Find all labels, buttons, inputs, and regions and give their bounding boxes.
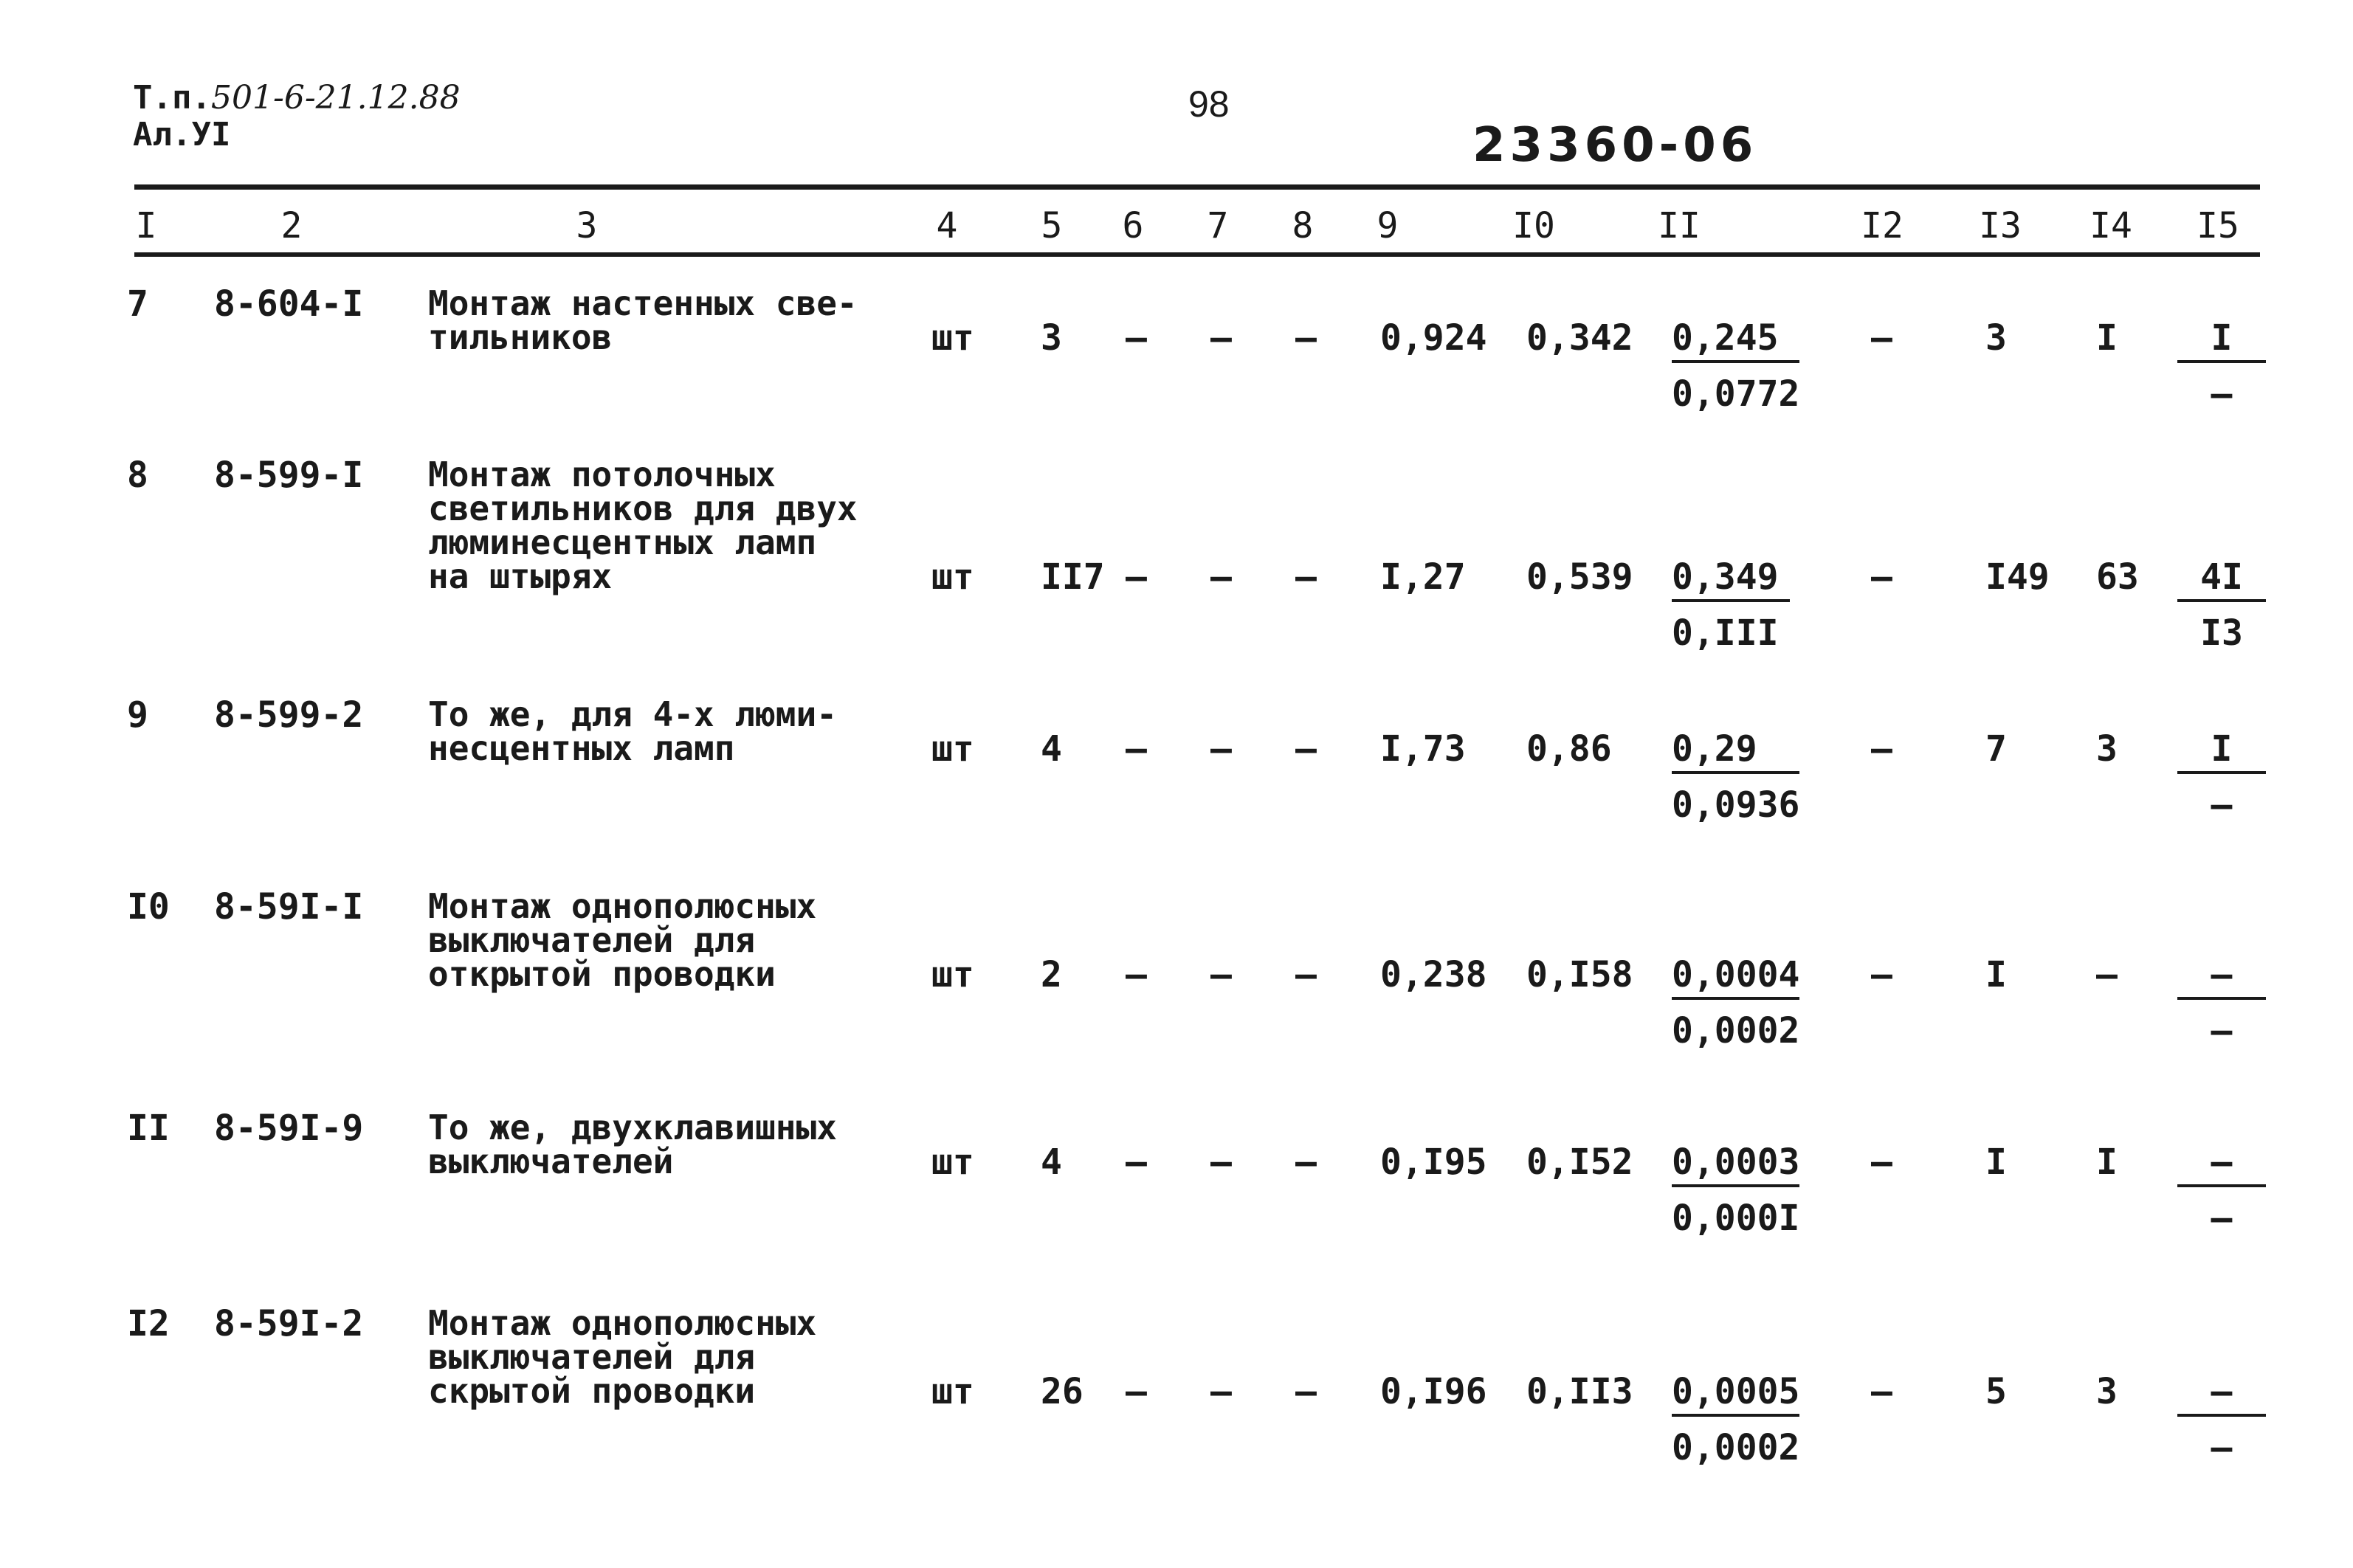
table-top-rule: [134, 184, 2260, 190]
col-9-value: I,27: [1380, 556, 1466, 598]
col-12-value: –: [1871, 954, 1892, 995]
unit: шт: [931, 317, 974, 359]
unit: шт: [931, 954, 974, 995]
work-description: Монтаж однополюсных выключателей для скрытой проводки: [428, 1303, 817, 1411]
col-13-value: I: [1985, 954, 2007, 995]
col-11-fraction: [1672, 728, 1800, 826]
col-7-value: –: [1210, 1371, 1232, 1412]
col-13-value: 7: [1985, 728, 2007, 770]
col-10-value: 0,II3: [1526, 1371, 1633, 1412]
col-12-value: –: [1871, 556, 1892, 598]
price-code: 8-59I-2: [214, 1303, 364, 1344]
unit: шт: [931, 1371, 974, 1412]
col-11-denominator: 0,0002: [1672, 1427, 1800, 1468]
quantity: 4: [1041, 1142, 1062, 1183]
page-number: 98: [1188, 83, 1230, 125]
quantity: II7: [1041, 556, 1105, 598]
column-header: I: [135, 205, 157, 246]
col-11-denominator: 0,0936: [1672, 784, 1800, 826]
row-number: II: [127, 1108, 170, 1149]
col-8-value: –: [1295, 1142, 1317, 1183]
col-12-value: –: [1871, 1142, 1892, 1183]
col-10-value: 0,I58: [1526, 954, 1633, 995]
col-9-value: 0,I96: [1380, 1371, 1487, 1412]
col-7-value: –: [1210, 728, 1232, 770]
col-15-denominator: –: [2211, 784, 2233, 826]
row-number: 7: [127, 283, 148, 325]
col-6-value: –: [1126, 1142, 1147, 1183]
tp-number: 501-6-21.12.88: [210, 79, 461, 117]
row-number: I2: [127, 1303, 170, 1344]
table-header-rule: [134, 252, 2260, 257]
unit: шт: [931, 1142, 974, 1183]
column-header: 2: [280, 205, 303, 246]
unit: шт: [931, 728, 974, 770]
work-description: То же, для 4-х люми- несцентных ламп: [428, 694, 837, 768]
work-description: Монтаж настенных све- тильников: [428, 283, 858, 357]
col-9-value: I,73: [1380, 728, 1466, 770]
col-12-value: –: [1871, 728, 1892, 770]
col-10-value: 0,342: [1526, 317, 1633, 359]
column-header: I2: [1861, 205, 1904, 246]
col-9-value: 0,924: [1380, 317, 1487, 359]
quantity: 2: [1041, 954, 1062, 995]
quantity: 26: [1041, 1371, 1084, 1412]
price-code: 8-59I-I: [214, 886, 364, 928]
col-15-numerator: –: [2177, 1374, 2266, 1417]
price-code: 8-59I-9: [214, 1108, 364, 1149]
col-15-fraction: [2177, 1371, 2266, 1468]
col-15-numerator: –: [2177, 957, 2266, 1000]
col-8-value: –: [1295, 954, 1317, 995]
col-7-value: –: [1210, 317, 1232, 359]
album-label: Ал.УI: [133, 116, 231, 153]
column-header: 5: [1041, 205, 1063, 246]
column-header: I5: [2197, 205, 2239, 246]
column-header: 8: [1292, 205, 1314, 246]
col-15-numerator: I: [2177, 731, 2266, 774]
col-8-value: –: [1295, 728, 1317, 770]
col-10-value: 0,I52: [1526, 1142, 1633, 1183]
col-7-value: –: [1210, 954, 1232, 995]
col-11-denominator: 0,0002: [1672, 1010, 1800, 1051]
col-15-fraction: [2177, 556, 2266, 654]
col-11-numerator: 0,29: [1672, 731, 1799, 774]
price-code: 8-604-I: [214, 283, 364, 325]
col-15-denominator: –: [2211, 1198, 2233, 1239]
col-11-numerator: 0,349: [1672, 559, 1790, 602]
col-6-value: –: [1126, 954, 1147, 995]
col-11-fraction: [1672, 556, 1790, 654]
column-header: I0: [1512, 205, 1555, 246]
col-13-value: 5: [1985, 1371, 2007, 1412]
col-11-fraction: [1672, 1142, 1800, 1239]
col-15-denominator: I3: [2200, 612, 2243, 654]
col-14-value: I: [2096, 317, 2118, 359]
col-15-numerator: –: [2177, 1144, 2266, 1187]
col-13-value: I49: [1985, 556, 2050, 598]
col-7-value: –: [1210, 556, 1232, 598]
col-8-value: –: [1295, 1371, 1317, 1412]
col-11-numerator: 0,0003: [1672, 1144, 1799, 1187]
col-15-fraction: [2177, 728, 2266, 826]
row-number: 9: [127, 694, 148, 736]
tp-prefix: Т.п.: [133, 79, 211, 117]
col-11-denominator: 0,0772: [1672, 373, 1800, 415]
col-15-denominator: –: [2211, 1427, 2233, 1468]
col-11-fraction: [1672, 954, 1800, 1051]
col-15-numerator: I: [2177, 320, 2266, 363]
col-14-value: I: [2096, 1142, 2118, 1183]
col-11-numerator: 0,245: [1672, 320, 1799, 363]
col-15-denominator: –: [2211, 1010, 2233, 1051]
column-header: I4: [2090, 205, 2132, 246]
col-9-value: 0,238: [1380, 954, 1487, 995]
col-11-numerator: 0,0005: [1672, 1374, 1799, 1417]
col-8-value: –: [1295, 556, 1317, 598]
column-header: II: [1658, 205, 1701, 246]
col-10-value: 0,539: [1526, 556, 1633, 598]
col-13-value: I: [1985, 1142, 2007, 1183]
col-12-value: –: [1871, 1371, 1892, 1412]
col-15-fraction: [2177, 954, 2266, 1051]
col-11-fraction: [1672, 317, 1800, 415]
col-15-fraction: [2177, 1142, 2266, 1239]
col-11-denominator: 0,000I: [1672, 1198, 1800, 1239]
row-number: 8: [127, 455, 148, 496]
column-header: 6: [1122, 205, 1144, 246]
work-description: Монтаж потолочных светильников для двух люминесцентных ламп на штырях: [428, 455, 858, 596]
column-header: 9: [1377, 205, 1399, 246]
col-14-value: 3: [2096, 1371, 2118, 1412]
col-11-numerator: 0,0004: [1672, 957, 1799, 1000]
col-6-value: –: [1126, 728, 1147, 770]
row-number: I0: [127, 886, 170, 928]
quantity: 3: [1041, 317, 1062, 359]
col-13-value: 3: [1985, 317, 2007, 359]
column-header: 4: [936, 205, 958, 246]
col-15-numerator: 4I: [2177, 559, 2266, 602]
col-6-value: –: [1126, 1371, 1147, 1412]
col-15-fraction: [2177, 317, 2266, 415]
col-12-value: –: [1871, 317, 1892, 359]
col-14-value: –: [2096, 954, 2118, 995]
col-11-fraction: [1672, 1371, 1800, 1468]
price-code: 8-599-2: [214, 694, 364, 736]
col-6-value: –: [1126, 556, 1147, 598]
column-header: 7: [1207, 205, 1229, 246]
document-code: 23360-06: [1472, 118, 1758, 173]
col-11-denominator: 0,III: [1672, 612, 1779, 654]
unit: шт: [931, 556, 974, 598]
document-header-left: [133, 80, 461, 153]
col-10-value: 0,86: [1526, 728, 1612, 770]
col-8-value: –: [1295, 317, 1317, 359]
work-description: Монтаж однополюсных выключателей для открытой проводки: [428, 886, 817, 994]
col-14-value: 3: [2096, 728, 2118, 770]
col-9-value: 0,I95: [1380, 1142, 1487, 1183]
column-header: I3: [1979, 205, 2022, 246]
col-15-denominator: –: [2211, 373, 2233, 415]
price-code: 8-599-I: [214, 455, 364, 496]
col-14-value: 63: [2096, 556, 2139, 598]
column-header: 3: [576, 205, 598, 246]
col-6-value: –: [1126, 317, 1147, 359]
col-7-value: –: [1210, 1142, 1232, 1183]
quantity: 4: [1041, 728, 1062, 770]
work-description: То же, двухклавишных выключателей: [428, 1108, 837, 1181]
